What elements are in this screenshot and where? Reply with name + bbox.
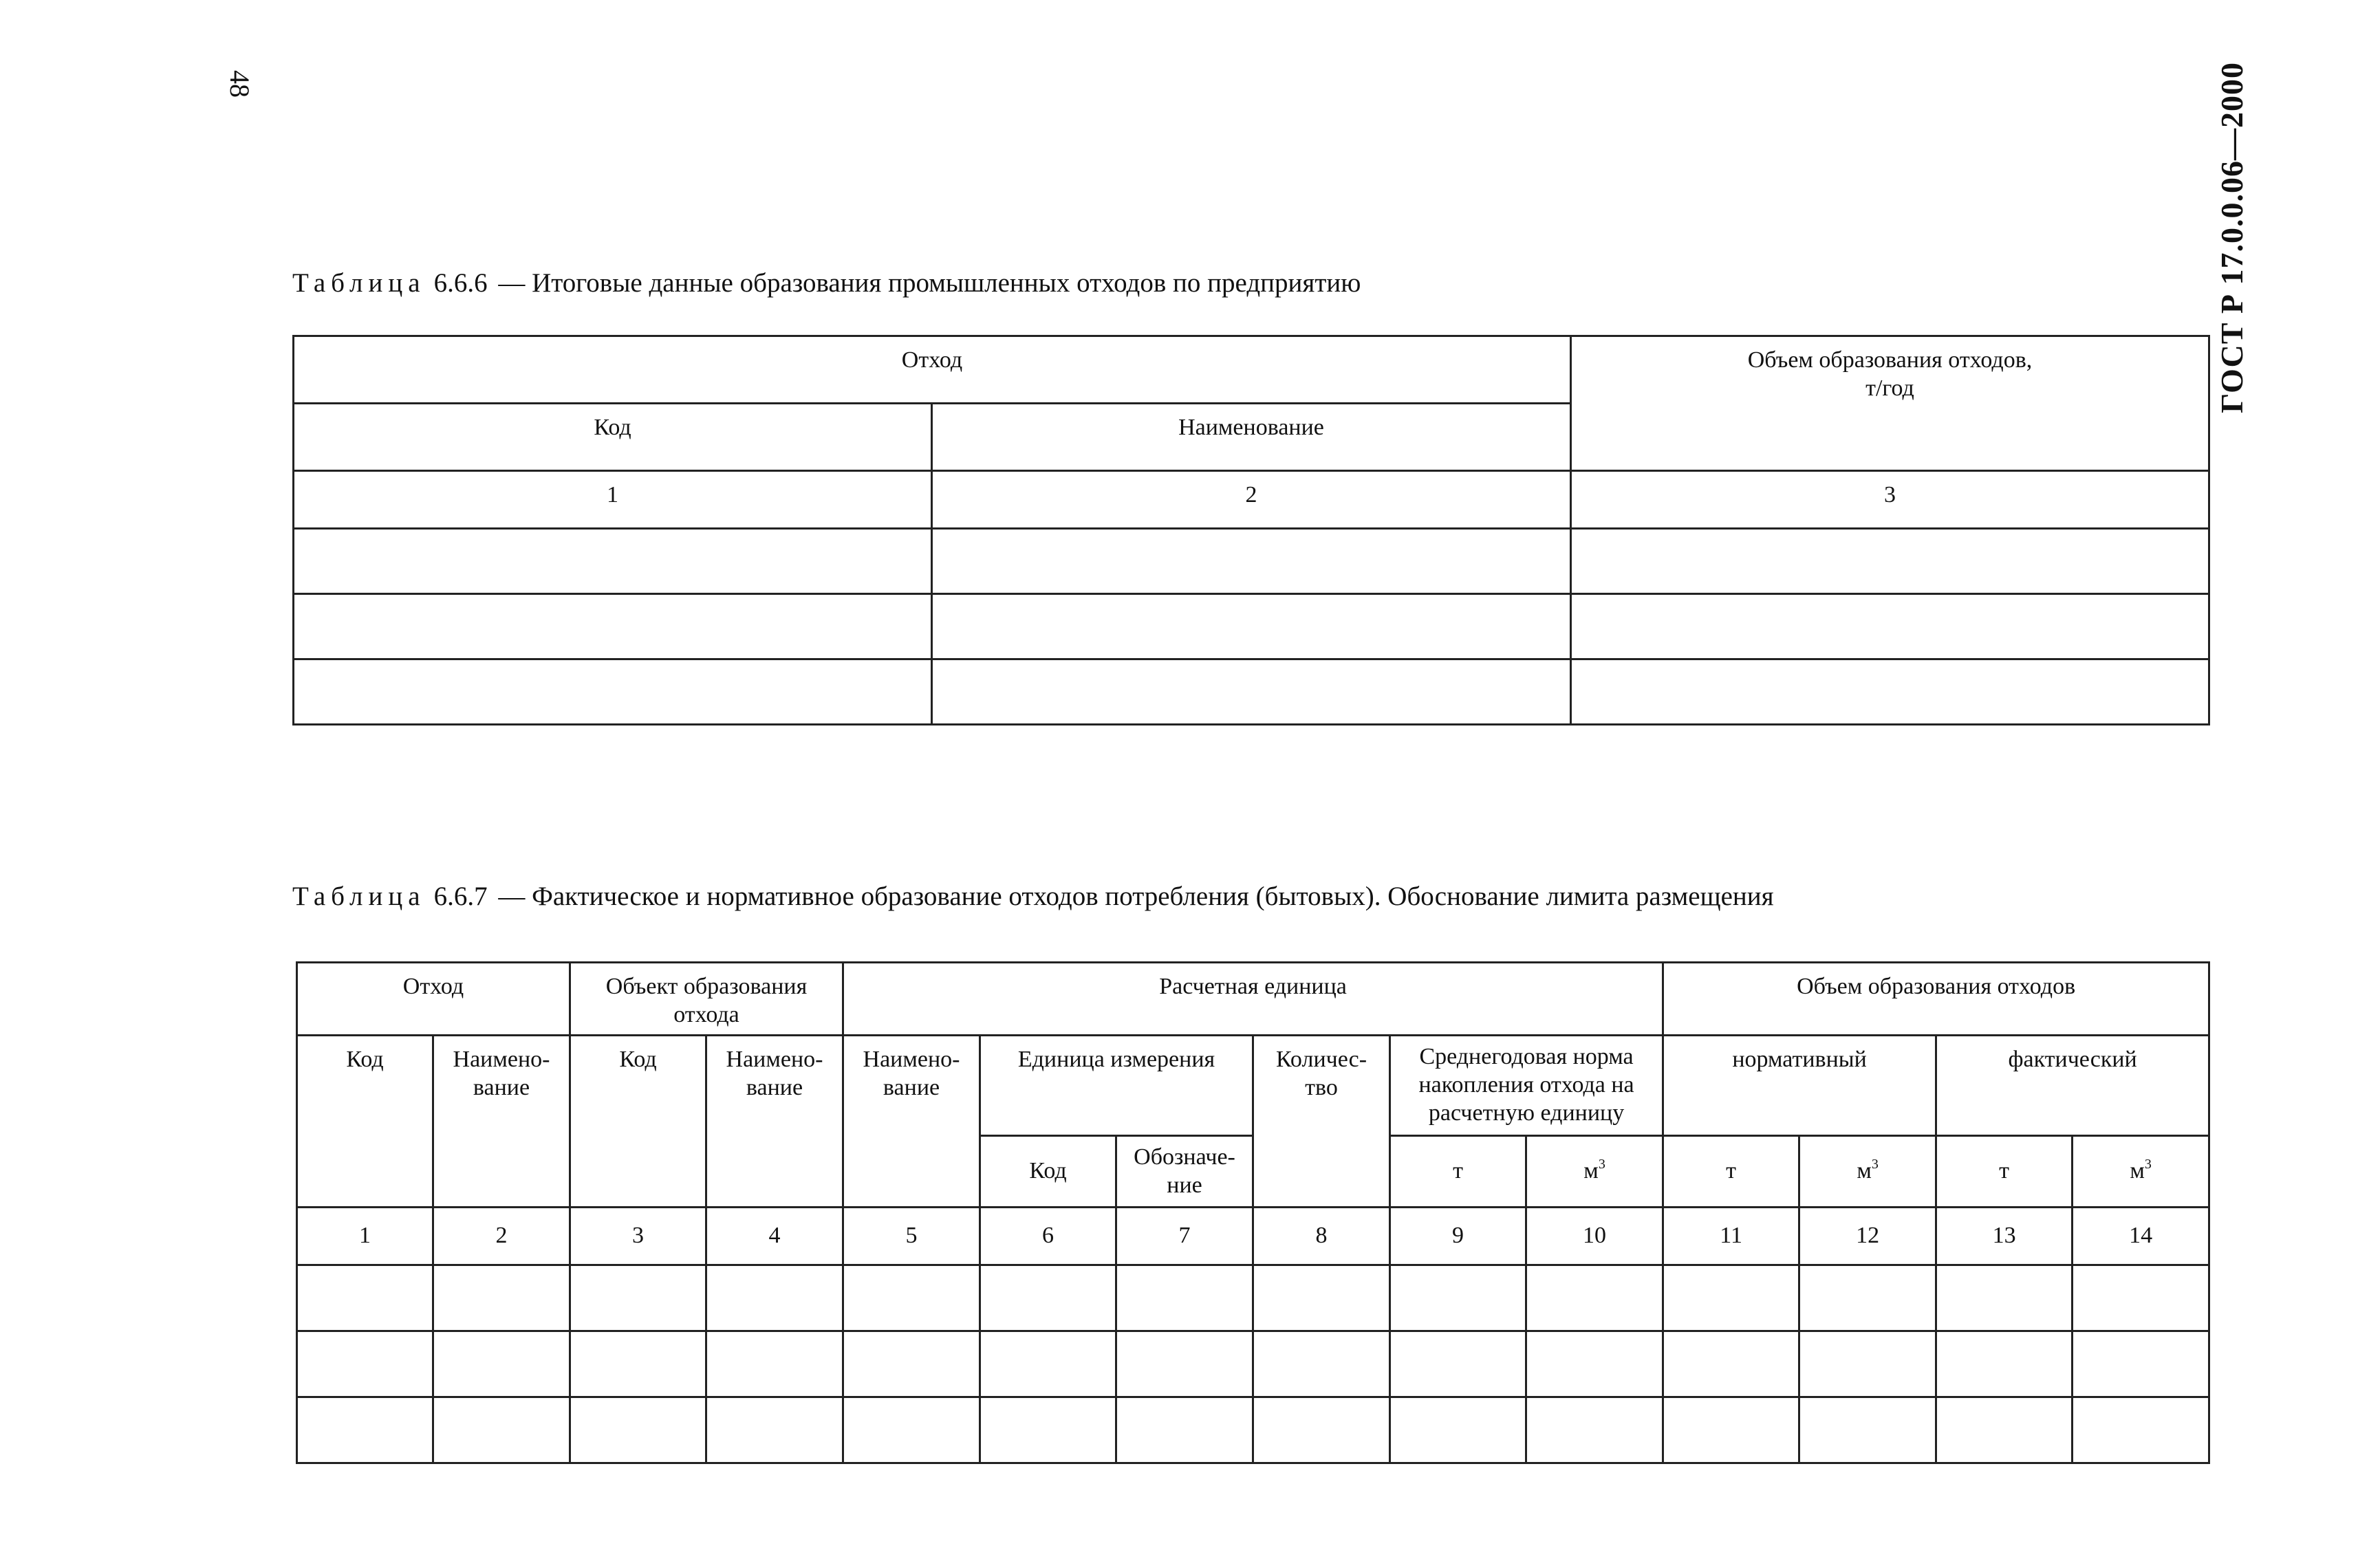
caption-label: Таблица bbox=[292, 882, 426, 911]
header-waste: Отход bbox=[297, 963, 570, 1036]
header-actual-t: т bbox=[1936, 1136, 2073, 1208]
empty-cell bbox=[1936, 1331, 2073, 1397]
header-uom-symbol: Обозначе-ние bbox=[1116, 1136, 1253, 1208]
empty-cell bbox=[1526, 1265, 1663, 1331]
empty-cell bbox=[1390, 1397, 1526, 1463]
header-norm-m3 bbox=[1526, 1136, 1663, 1208]
empty-cell bbox=[1799, 1331, 1936, 1397]
empty-cell bbox=[843, 1397, 980, 1463]
column-number: 6 bbox=[980, 1208, 1116, 1265]
empty-cell bbox=[297, 1265, 433, 1331]
empty-cell bbox=[980, 1397, 1116, 1463]
empty-cell bbox=[2073, 1265, 2209, 1331]
empty-cell bbox=[433, 1331, 570, 1397]
empty-cell bbox=[980, 1265, 1116, 1331]
empty-cell bbox=[706, 1397, 843, 1463]
empty-cell bbox=[706, 1265, 843, 1331]
standard-header: ГОСТ Р 17.0.0.06—2000 bbox=[2214, 62, 2249, 413]
column-number: 13 bbox=[1936, 1208, 2073, 1265]
empty-cell bbox=[1390, 1265, 1526, 1331]
table2-caption bbox=[292, 883, 1774, 910]
empty-row bbox=[294, 594, 2209, 659]
header-object-name: Наимено-вание bbox=[706, 1036, 843, 1208]
empty-cell bbox=[1253, 1397, 1390, 1463]
column-number: 11 bbox=[1663, 1208, 1799, 1265]
caption-number: 6.6.7 bbox=[433, 882, 488, 911]
header-actual: фактический bbox=[1936, 1036, 2209, 1136]
column-number: 8 bbox=[1253, 1208, 1390, 1265]
empty-cell bbox=[570, 1397, 706, 1463]
empty-cell bbox=[1116, 1331, 1253, 1397]
table-6-6-6 bbox=[292, 335, 2210, 725]
empty-cell bbox=[932, 659, 1571, 725]
header-normative-t: т bbox=[1663, 1136, 1799, 1208]
empty-cell bbox=[1799, 1397, 1936, 1463]
caption-label: Таблица bbox=[292, 268, 426, 298]
empty-cell bbox=[843, 1265, 980, 1331]
empty-cell bbox=[1526, 1397, 1663, 1463]
header-name: Наименование bbox=[932, 404, 1571, 471]
empty-cell bbox=[1799, 1265, 1936, 1331]
empty-cell bbox=[1390, 1331, 1526, 1397]
column-number: 12 bbox=[1799, 1208, 1936, 1265]
empty-cell bbox=[433, 1265, 570, 1331]
header-avg-norm: Среднегодовая норма накопления отхода на расчетную единицу bbox=[1390, 1036, 1663, 1136]
empty-cell bbox=[1571, 659, 2209, 725]
column-number: 5 bbox=[843, 1208, 980, 1265]
empty-row bbox=[297, 1265, 2209, 1331]
header-code: Код bbox=[294, 404, 932, 471]
empty-cell bbox=[1663, 1265, 1799, 1331]
empty-cell bbox=[932, 594, 1571, 659]
caption-text: — Фактическое и нормативное образование отходов потребления (бытовых). Обоснование лимита размещения bbox=[498, 882, 1774, 911]
empty-row bbox=[297, 1331, 2209, 1397]
empty-cell bbox=[932, 529, 1571, 594]
empty-row bbox=[294, 529, 2209, 594]
empty-cell bbox=[706, 1331, 843, 1397]
header-quantity: Количес-тво bbox=[1253, 1036, 1390, 1208]
unit-exponent: 3 bbox=[1598, 1157, 1605, 1172]
empty-cell bbox=[1116, 1265, 1253, 1331]
column-number: 10 bbox=[1526, 1208, 1663, 1265]
header-waste: Отход bbox=[294, 336, 1571, 404]
header-calc-unit: Расчетная единица bbox=[843, 963, 1663, 1036]
header-actual-m3 bbox=[2073, 1136, 2209, 1208]
header-object-code: Код bbox=[570, 1036, 706, 1208]
unit-base: м bbox=[1857, 1158, 1872, 1184]
unit-base: м bbox=[2130, 1158, 2145, 1184]
empty-cell bbox=[1253, 1265, 1390, 1331]
empty-cell bbox=[843, 1331, 980, 1397]
column-number: 2 bbox=[932, 471, 1571, 529]
table1-caption bbox=[292, 270, 1361, 296]
empty-cell bbox=[1253, 1331, 1390, 1397]
header-unit-name: Наимено-вание bbox=[843, 1036, 980, 1208]
empty-row bbox=[294, 659, 2209, 725]
empty-cell bbox=[294, 659, 932, 725]
empty-cell bbox=[1936, 1397, 2073, 1463]
empty-cell bbox=[1116, 1397, 1253, 1463]
empty-cell bbox=[294, 529, 932, 594]
empty-cell bbox=[297, 1397, 433, 1463]
empty-cell bbox=[2073, 1397, 2209, 1463]
column-number: 4 bbox=[706, 1208, 843, 1265]
header-unit-of-measure: Единица измерения bbox=[980, 1036, 1253, 1136]
empty-cell bbox=[433, 1397, 570, 1463]
empty-cell bbox=[980, 1331, 1116, 1397]
column-number: 1 bbox=[294, 471, 932, 529]
unit-exponent: 3 bbox=[1871, 1157, 1879, 1172]
table-6-6-7 bbox=[296, 961, 2210, 1464]
column-number: 3 bbox=[570, 1208, 706, 1265]
column-number: 3 bbox=[1571, 471, 2209, 529]
unit-exponent: 3 bbox=[2144, 1157, 2152, 1172]
column-numbers-row bbox=[297, 1208, 2209, 1265]
column-number: 1 bbox=[297, 1208, 433, 1265]
empty-cell bbox=[294, 594, 932, 659]
empty-cell bbox=[297, 1331, 433, 1397]
header-waste-code: Код bbox=[297, 1036, 433, 1208]
column-number: 14 bbox=[2073, 1208, 2209, 1265]
caption-text: — Итоговые данные образования промышленных отходов по предприятию bbox=[498, 268, 1361, 298]
column-number: 7 bbox=[1116, 1208, 1253, 1265]
empty-cell bbox=[2073, 1331, 2209, 1397]
empty-cell bbox=[570, 1265, 706, 1331]
empty-cell bbox=[1663, 1397, 1799, 1463]
header-object: Объект образования отхода bbox=[570, 963, 843, 1036]
header-volume: Объем образования отходов bbox=[1663, 963, 2209, 1036]
empty-row bbox=[297, 1397, 2209, 1463]
empty-cell bbox=[570, 1331, 706, 1397]
column-number: 2 bbox=[433, 1208, 570, 1265]
caption-number: 6.6.6 bbox=[433, 268, 488, 298]
page-number: 48 bbox=[224, 70, 255, 98]
header-waste-name: Наимено-вание bbox=[433, 1036, 570, 1208]
header-uom-code: Код bbox=[980, 1136, 1116, 1208]
empty-cell bbox=[1571, 594, 2209, 659]
unit-base: м bbox=[1583, 1158, 1599, 1184]
empty-cell bbox=[1571, 529, 2209, 594]
header-normative-m3 bbox=[1799, 1136, 1936, 1208]
empty-cell bbox=[1526, 1331, 1663, 1397]
empty-cell bbox=[1936, 1265, 2073, 1331]
header-volume: Объем образования отходов, т/год bbox=[1571, 336, 2209, 471]
header-norm-t: т bbox=[1390, 1136, 1526, 1208]
column-number: 9 bbox=[1390, 1208, 1526, 1265]
empty-cell bbox=[1663, 1331, 1799, 1397]
header-normative: нормативный bbox=[1663, 1036, 1936, 1136]
